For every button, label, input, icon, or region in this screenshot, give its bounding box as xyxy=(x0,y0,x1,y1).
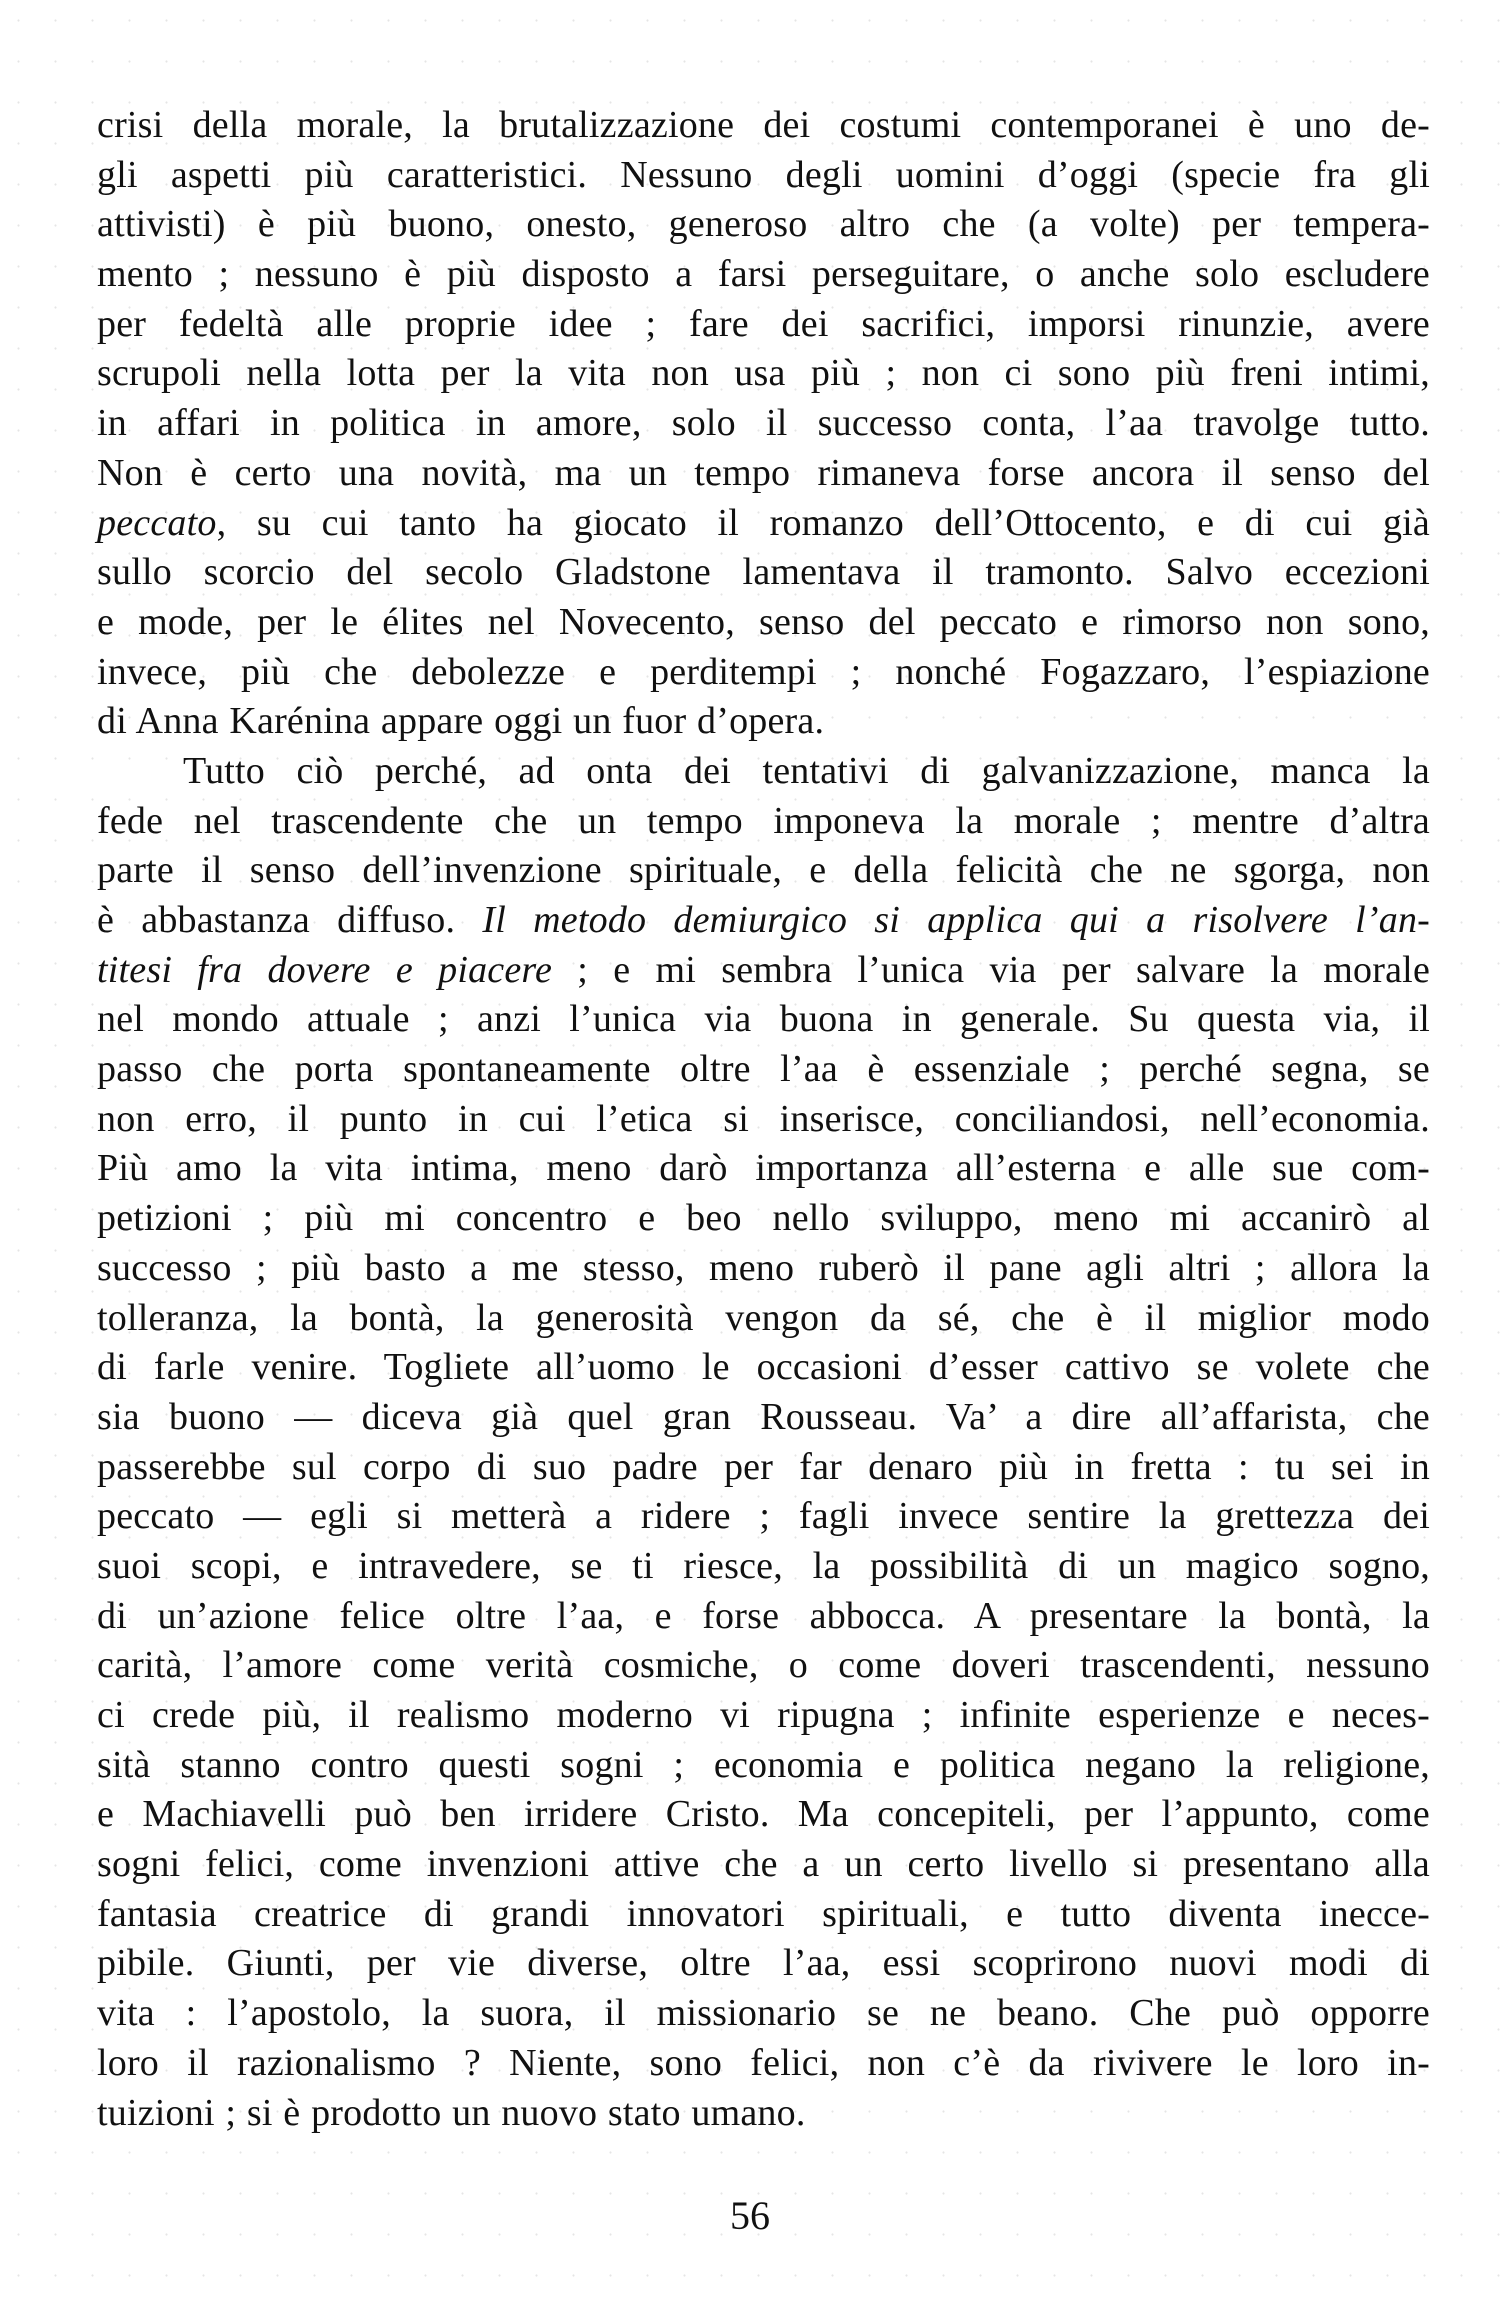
text-line xyxy=(97,1144,1430,1194)
text-line xyxy=(97,200,1430,250)
text-line xyxy=(97,747,1430,797)
text-line xyxy=(97,250,1430,300)
text-line xyxy=(97,1393,1430,1443)
body-text xyxy=(97,101,1430,2138)
line-text: fede nel trascendente che un tempo imponeva la morale ; mentre d’altra xyxy=(97,799,1430,842)
line-text: di farle venire. Togliete all’uomo le occasioni d’esser cattivo se volete che xyxy=(97,1346,1430,1389)
line-text: Tutto ciò perché, ad onta dei tentativi di galvanizzazione, manca la xyxy=(183,749,1430,792)
text-line xyxy=(97,946,1430,996)
italic-text: Il metodo demiurgico si applica qui a risolvere l’an- xyxy=(482,899,1431,941)
line-text: sità stanno contro questi sogni ; economia e politica negano la religione, xyxy=(97,1743,1430,1786)
text-line xyxy=(97,300,1430,350)
line-text: passo che porta spontaneamente oltre l’aa è essenziale ; perché segna, se xyxy=(97,1048,1430,1091)
line-text: crisi della morale, la brutalizzazione dei costumi contemporanei è uno de- xyxy=(97,104,1430,146)
line-text: tuizioni ; si è prodotto un nuovo stato umano. xyxy=(97,2091,806,2134)
text-line xyxy=(97,399,1430,449)
text-line xyxy=(97,1840,1430,1890)
line-text: per fedeltà alle proprie idee ; fare dei sacrifici, imporsi rinunzie, avere xyxy=(97,302,1430,345)
text-line xyxy=(97,1890,1430,1940)
text-line xyxy=(97,1542,1430,1592)
text-line xyxy=(97,1343,1430,1393)
text-line xyxy=(97,1641,1430,1691)
line-text: pibile. Giunti, per vie diverse, oltre l’aa, essi scoprirono nuovi modi di xyxy=(97,1942,1430,1985)
text-line xyxy=(97,1939,1430,1989)
page-number: 56 xyxy=(730,2193,770,2238)
line-text: peccato — egli si metterà a ridere ; fagli invece sentire la grettezza dei xyxy=(97,1495,1430,1538)
text-line xyxy=(97,846,1430,896)
text-line xyxy=(97,1989,1430,2039)
line-text: successo ; più basto a me stesso, meno ruberò il pane agli altri ; allora la xyxy=(97,1246,1430,1289)
text-line xyxy=(97,1691,1430,1741)
text-line xyxy=(97,349,1430,399)
line-text: fantasia creatrice di grandi innovatori spirituali, e tutto diventa inecce- xyxy=(97,1892,1430,1935)
text-line xyxy=(97,797,1430,847)
italic-text: peccato xyxy=(97,501,217,544)
line-text: invece, più che debolezze e perditempi ; nonché Fogazzaro, l’espiazione xyxy=(97,650,1430,693)
text-line xyxy=(97,1741,1430,1791)
text-line xyxy=(97,151,1430,201)
text-line xyxy=(97,548,1430,598)
line-text: carità, l’amore come verità cosmiche, o come doveri trascendenti, nessuno xyxy=(97,1644,1430,1687)
line-text: e Machiavelli può ben irridere Cristo. Ma concepiteli, per l’appunto, come xyxy=(97,1793,1430,1836)
line-text: e mode, per le élites nel Novecento, senso del peccato e rimorso non sono, xyxy=(97,600,1430,643)
line-text: passerebbe sul corpo di suo padre per far denaro più in fretta : tu sei in xyxy=(97,1445,1430,1488)
line-text: Più amo la vita intima, meno darò importanza all’esterna e alle sue com- xyxy=(97,1147,1430,1190)
line-text: loro il razionalismo ? Niente, sono felici, non c’è da rivivere le loro in- xyxy=(97,2041,1430,2084)
line-text: Non è certo una novità, ma un tempo rimaneva forse ancora il senso del xyxy=(97,451,1430,494)
line-text: in affari in politica in amore, solo il successo conta, l’aa travolge tutto. xyxy=(97,402,1430,445)
text-line xyxy=(97,1045,1430,1095)
text-line xyxy=(97,2089,1430,2139)
line-text: ; e mi sembra l’unica via per salvare la morale xyxy=(552,948,1431,991)
line-text: sogni felici, come invenzioni attive che a un certo livello si presentano alla xyxy=(97,1843,1430,1886)
text-line xyxy=(97,1194,1430,1244)
text-line xyxy=(97,1095,1430,1145)
text-line xyxy=(97,449,1430,499)
line-text: sullo scorcio del secolo Gladstone lamentava il tramonto. Salvo eccezioni xyxy=(97,551,1430,594)
text-line xyxy=(97,598,1430,648)
italic-text: titesi fra dovere e piacere xyxy=(97,948,553,991)
line-text: parte il senso dell’invenzione spirituale, e della felicità che ne sgorga, non xyxy=(97,849,1430,892)
line-text: di Anna Karénina appare oggi un fuor d’opera. xyxy=(97,700,825,743)
text-line xyxy=(97,1492,1430,1542)
line-text: tolleranza, la bontà, la generosità vengon da sé, che è il miglior modo xyxy=(97,1296,1430,1339)
line-text: petizioni ; più mi concentro e beo nello sviluppo, meno mi accanirò al xyxy=(97,1197,1430,1240)
line-text: nel mondo attuale ; anzi l’unica via buona in generale. Su questa via, il xyxy=(97,998,1430,1041)
text-line xyxy=(97,101,1430,151)
text-line xyxy=(97,1443,1430,1493)
line-text: scrupoli nella lotta per la vita non usa più ; non ci sono più freni intimi, xyxy=(97,352,1430,395)
text-line xyxy=(97,896,1430,946)
line-text: suoi scopi, e intravedere, se ti riesce, la possibilità di un magico sogno, xyxy=(97,1544,1430,1587)
text-line xyxy=(97,499,1430,549)
text-line xyxy=(97,2039,1430,2089)
line-text: è abbastanza diffuso. xyxy=(97,899,483,941)
line-text: vita : l’apostolo, la suora, il missionario se ne beano. Che può opporre xyxy=(97,1992,1430,2035)
line-text: sia buono — diceva già quel gran Rousseau. Va’ a dire all’affarista, che xyxy=(97,1395,1430,1438)
text-line xyxy=(97,995,1430,1045)
paragraph xyxy=(97,747,1430,2138)
line-text: ci crede più, il realismo moderno vi ripugna ; infinite esperienze e neces- xyxy=(97,1694,1430,1736)
line-text: , su cui tanto ha giocato il romanzo dell’Ottocento, e di cui già xyxy=(216,501,1430,544)
paragraph xyxy=(97,101,1430,747)
line-text: mento ; nessuno è più disposto a farsi perseguitare, o anche solo escludere xyxy=(97,253,1430,296)
text-line xyxy=(97,1244,1430,1294)
line-text: attivisti) è più buono, onesto, generoso altro che (a volte) per tempera- xyxy=(97,203,1430,246)
line-text: non erro, il punto in cui l’etica si inserisce, conciliandosi, nell’economia. xyxy=(97,1097,1430,1140)
line-text: di un’azione felice oltre l’aa, e forse abbocca. A presentare la bontà, la xyxy=(97,1594,1430,1637)
text-line xyxy=(97,1790,1430,1840)
text-line xyxy=(97,697,1430,747)
text-line xyxy=(97,1592,1430,1642)
text-line xyxy=(97,1294,1430,1344)
text-line xyxy=(97,648,1430,698)
line-text: gli aspetti più caratteristici. Nessuno degli uomini d’oggi (specie fra gli xyxy=(97,153,1430,196)
